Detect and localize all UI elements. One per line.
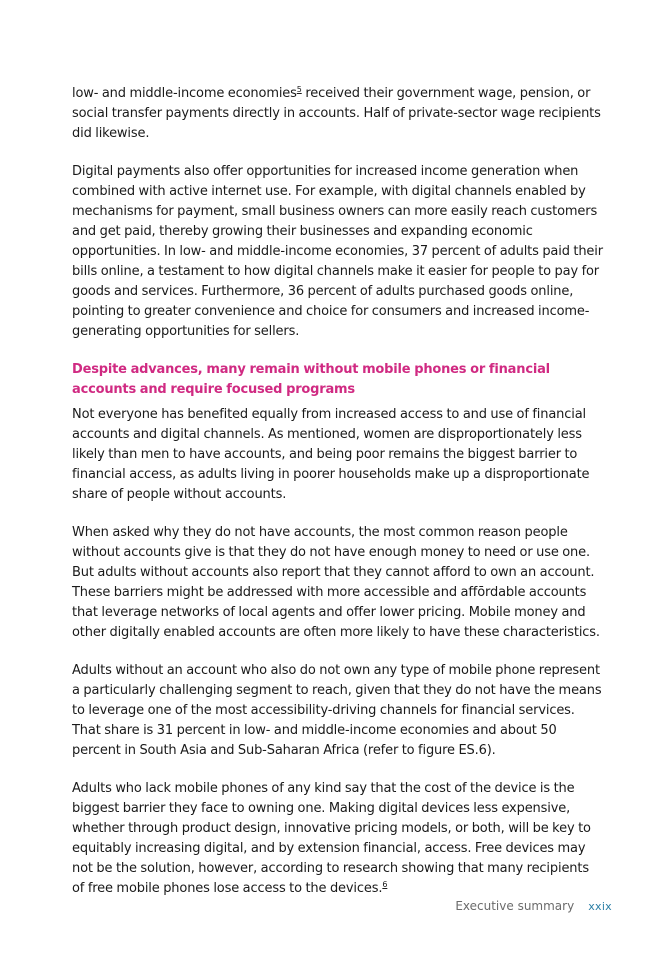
footnote-ref-5[interactable]: 5 <box>296 85 302 94</box>
paragraph-5: Adults without an account who also do not own any type of mobile phone represent a particularly challenging segment to reach, given that they do not have the means to leverage one of the most accessibility-driving channels for financial services. That share is 31 percent in low- and middle-income economies and about 50 percent in South Asia and Sub-Saharan Africa (refer to figure ES.6). <box>72 663 602 758</box>
paragraph-6 <box>72 779 604 899</box>
paragraph-4: When asked why they do not have accounts, the most common reason people without accounts give is that they do not have enough money to need or use one. But adults without accounts also report that they cannot afford to own an account. These barriers might be addressed with more accessible and affōrdable accounts that leverage networks of local agents and offer lower pricing. Mobile money and other digitally enabled accounts are often more likely to have these characteristics. <box>72 525 600 640</box>
paragraph-1 <box>72 84 604 144</box>
page-body <box>72 84 604 899</box>
section-heading: Despite advances, many remain without mobile phones or financial accounts and require focused programs <box>72 362 550 397</box>
page-footer <box>455 897 612 916</box>
paragraph-1-text-b: received their government wage, pension, or social transfer payments directly in accounts. Half of private-sector wage recipients did likewise. <box>72 86 601 141</box>
footer-section-label: Executive summary <box>455 899 575 913</box>
paragraph-1-text-a: low- and middle-income economies <box>72 86 297 101</box>
paragraph-2: Digital payments also offer opportunities for increased income generation when combined with active internet use. For example, with digital channels enabled by mechanisms for payment, small business owners can more easily reach customers and get paid, thereby growing their businesses and expanding economic opportunities. In low- and middle-income economies, 37 percent of adults paid their bills online, a testament to how digital channels make it easier for people to pay for goods and services. Furthermore, 36 percent of adults purchased goods online, pointing to greater convenience and choice for consumers and increased income-generating opportunities for sellers. <box>72 164 603 339</box>
paragraph-3: Not everyone has benefited equally from increased access to and use of financial accounts and digital channels. As mentioned, women are disproportionately less likely than men to have accounts, and being poor remains the biggest barrier to financial access, as adults living in poorer households make up a disproportionate share of people without accounts. <box>72 407 590 502</box>
page-number: xxix <box>588 900 612 913</box>
footnote-ref-6[interactable]: 6 <box>382 880 388 889</box>
paragraph-6-text: Adults who lack mobile phones of any kind say that the cost of the device is the biggest barrier they face to owning one. Making digital devices less expensive, whether through product design, innovative pricing models, or both, will be key to equitably increasing digital, and by extension financial, access. Free devices may not be the solution, however, according to research showing that many recipients of free mobile phones lose access to the devices. <box>72 781 591 896</box>
